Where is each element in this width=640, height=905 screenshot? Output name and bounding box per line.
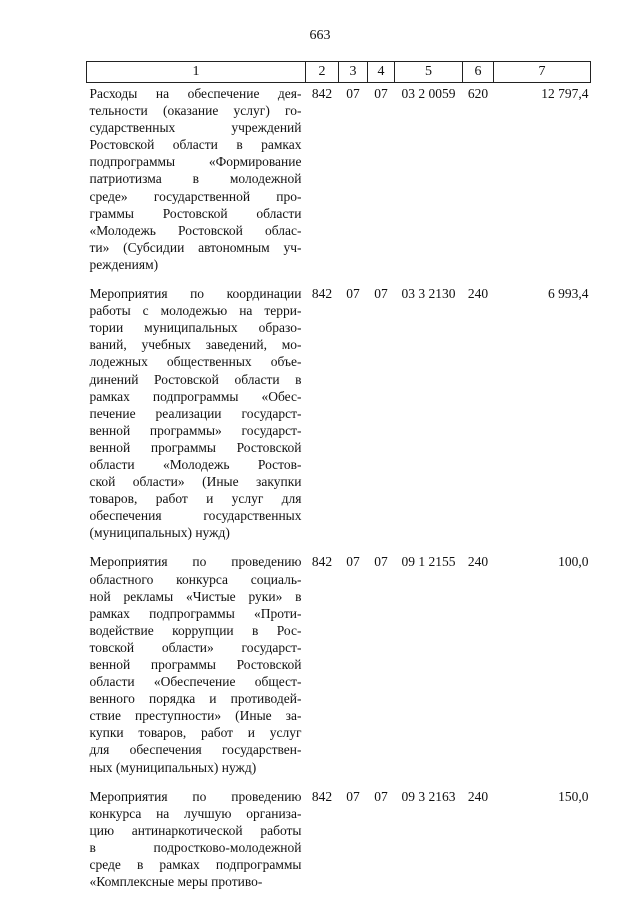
table-body: [87, 83, 591, 901]
target-article-code: 03 2 0059: [401, 86, 456, 101]
column-header: 7: [494, 62, 591, 83]
description-line: Мероприятия по проведению: [89, 788, 302, 804]
description-line: Мероприятия по проведению: [89, 554, 302, 570]
column-header: 4: [368, 62, 395, 83]
description-line: ской области» (Иные закупки: [89, 474, 302, 490]
description-line: ной рекламы «Чистые руки» в: [89, 588, 302, 604]
description-line: купки товаров, работ и услуг: [89, 725, 302, 741]
description-line: печение реализации государст-: [89, 405, 302, 421]
column-header: 5: [395, 62, 463, 83]
expense-description: [87, 551, 306, 785]
page-number: 663: [309, 28, 331, 43]
description-line: «Молодежь Ростовской облас-: [89, 222, 302, 238]
description-line: (муниципальных) нужд): [89, 525, 230, 541]
description-line: тории муниципальных образо-: [89, 320, 302, 336]
target-article-code: 09 3 2163: [401, 788, 456, 804]
expense-type-code: 240: [467, 286, 489, 302]
subsection-code: 07: [374, 554, 388, 570]
description-line: рамках подпрограммы «Проти-: [89, 605, 302, 621]
subsection-code: 07: [374, 788, 388, 804]
description-line: работы с молодежью на терри-: [89, 303, 302, 319]
column-header: 2: [306, 62, 339, 83]
description-line: товской области» государст-: [89, 639, 302, 655]
description-line: венной программы» государст-: [89, 422, 302, 438]
description-line: венной программы Ростовской: [89, 439, 302, 455]
column-header: 1: [87, 62, 306, 83]
description-line: водействие коррупции в Рос-: [89, 622, 302, 638]
description-line: рамках подпрограммы «Обес-: [89, 388, 302, 404]
table-row: [87, 551, 591, 785]
description-line: венной программы Ростовской: [89, 657, 302, 672]
column-header: 3: [339, 62, 368, 83]
description-line: среде в рамках подпрограммы: [89, 857, 302, 873]
description-line: Мероприятия по координации: [89, 286, 302, 302]
amount: 6 993,4: [548, 286, 589, 302]
ministry-code: 842: [311, 554, 333, 570]
description-line: реждениям): [89, 256, 159, 272]
amount: 12 797,4: [541, 86, 589, 101]
description-line: сударственных учреждений: [89, 120, 302, 136]
header-row: [87, 62, 591, 83]
target-article-code: 09 1 2155: [401, 554, 456, 570]
description-line: среде» государственной про-: [89, 188, 302, 204]
ministry-code: 842: [311, 86, 333, 101]
description-line: ти» (Субсидии автономным уч-: [89, 239, 302, 255]
description-line: конкурса на лучшую организа-: [89, 805, 302, 821]
expense-type-code: 240: [467, 788, 489, 804]
amount: 150,0: [558, 788, 589, 804]
section-code: 07: [346, 86, 360, 101]
description-line: Ростовской области в рамках: [89, 137, 302, 153]
description-line: в подростково-молодежной: [89, 839, 302, 855]
expense-description: [87, 83, 306, 284]
description-line: области «Обеспечение общест-: [89, 674, 302, 690]
description-line: граммы Ростовской области: [89, 205, 302, 221]
target-article-code: 03 3 2130: [401, 286, 456, 302]
ministry-code: 842: [311, 286, 333, 302]
description-line: товаров, работ и услуг для: [89, 491, 302, 507]
column-header: 6: [463, 62, 494, 83]
ministry-code: 842: [311, 788, 333, 804]
description-line: обеспечения государственных: [89, 508, 302, 524]
table-row: [87, 283, 591, 551]
amount: 100,0: [558, 554, 589, 570]
description-line: патриотизма в молодежной: [89, 171, 302, 187]
section-code: 07: [346, 554, 360, 570]
description-line: динений Ростовской области в: [89, 371, 302, 387]
section-code: 07: [346, 286, 360, 302]
expense-type-code: 620: [467, 86, 489, 101]
section-code: 07: [346, 788, 360, 804]
description-line: лодежных общественных объе-: [89, 354, 302, 370]
expense-description: [87, 786, 306, 901]
description-line: венного порядка и противодей-: [89, 691, 302, 707]
description-line: для обеспечения государствен-: [89, 742, 302, 758]
description-line: тельности (оказание услуг) го-: [89, 103, 302, 119]
description-line: Расходы на обеспечение дея-: [89, 86, 302, 101]
table-row: [87, 83, 591, 284]
description-line: ных (муниципальных) нужд): [89, 759, 257, 775]
subsection-code: 07: [374, 286, 388, 302]
description-line: «Комплексные меры противо-: [89, 874, 263, 890]
description-line: ваний, учебных заведений, мо-: [89, 337, 302, 353]
expense-description: [87, 283, 306, 551]
description-line: подпрограммы «Формирование: [89, 154, 302, 170]
expense-type-code: 240: [467, 554, 489, 570]
description-line: ствие преступности» (Иные за-: [89, 708, 302, 724]
description-line: области «Молодежь Ростов-: [89, 456, 302, 472]
description-line: цию антинаркотической работы: [89, 822, 302, 838]
subsection-code: 07: [374, 86, 388, 101]
table-row: [87, 786, 591, 901]
description-line: областного конкурса социаль-: [89, 571, 302, 587]
budget-table: [86, 61, 591, 900]
